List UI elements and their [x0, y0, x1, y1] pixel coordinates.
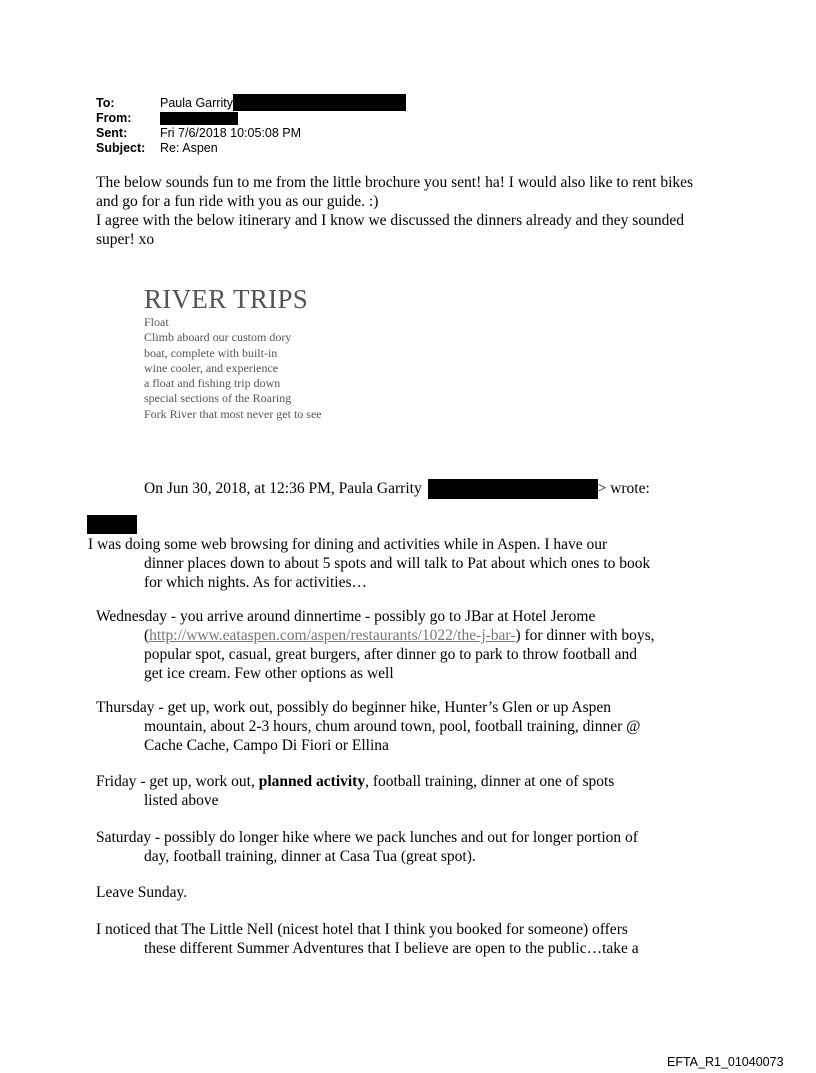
- message-line: for which nights. As for activities…: [144, 574, 367, 591]
- message-line: [96, 626, 736, 645]
- redaction-bar: [160, 112, 238, 125]
- message-line: Wednesday - you arrive around dinnertime - possibly go to JBar at Hotel Jerome: [96, 608, 596, 625]
- message-line: dinner places down to about 5 spots and will talk to Pat about which ones to book: [144, 555, 651, 572]
- redaction-bar: [233, 94, 406, 111]
- little-nell-item: [96, 920, 736, 958]
- message-line: Saturday - possibly do longer hike where we pack lunches and out for longer portion of: [96, 829, 638, 846]
- sent-row: [96, 126, 406, 141]
- message-line: [96, 772, 736, 791]
- message-line: I was doing some web browsing for dining and activities while in Aspen. I have our: [88, 536, 608, 553]
- reply-line: The below sounds fun to me from the little brochure you sent! ha! I would also like to rent bikes: [96, 174, 694, 191]
- message-line: listed above: [144, 792, 219, 809]
- to-row: [96, 96, 406, 111]
- document-id: EFTA_R1_01040073: [667, 1055, 784, 1069]
- subject-row: [96, 141, 406, 156]
- reply-line: and go for a fun ride with you as our guide. :): [96, 193, 379, 210]
- original-intro: [88, 535, 736, 592]
- message-line: mountain, about 2-3 hours, chum around town, pool, football training, dinner @: [144, 718, 641, 735]
- river-line: boat, complete with built-in: [144, 345, 278, 360]
- paren-text: (: [144, 627, 150, 644]
- message-line: day, football training, dinner at Casa Tua (great spot).: [144, 848, 476, 865]
- message-line: get ice cream. Few other options as well: [144, 665, 394, 682]
- message-line: these different Summer Adventures that I believe are open to the public…take a: [144, 940, 639, 957]
- river-line: a float and fishing trip down: [144, 376, 281, 391]
- redaction-bar: [428, 479, 598, 499]
- river-line: wine cooler, and experience: [144, 360, 279, 375]
- thursday-item: [96, 698, 736, 755]
- quote-intro-prefix: On Jun 30, 2018, at 12:36 PM, Paula Garrity: [144, 480, 422, 497]
- message-line: Leave Sunday.: [96, 884, 188, 901]
- to-label: To:: [96, 96, 115, 110]
- message-line: I noticed that The Little Nell (nicest hotel that I think you booked for someone) offers: [96, 921, 628, 938]
- sent-value: Fri 7/6/2018 10:05:08 PM: [160, 126, 302, 140]
- redaction-bar: [87, 515, 137, 534]
- planned-activity-bold: planned activity: [258, 773, 366, 790]
- friday-text: Friday - get up, work out,: [96, 773, 259, 790]
- reply-line: super! xo: [96, 231, 155, 248]
- friday-item: [96, 772, 736, 810]
- sent-label: Sent:: [96, 126, 128, 140]
- to-value: Paula Garrity: [160, 96, 233, 110]
- email-header: [96, 96, 406, 156]
- leave-item: [96, 883, 736, 902]
- jbar-link[interactable]: http://www.eataspen.com/aspen/restaurants/1022/the-j-bar-: [149, 627, 516, 644]
- message-line: Thursday - get up, work out, possibly do beginner hike, Hunter’s Glen or up Aspen: [96, 699, 612, 716]
- message-line: popular spot, casual, great burgers, after dinner go to park to throw football and: [144, 646, 637, 663]
- wednesday-item: [96, 607, 736, 683]
- river-trips-block: [144, 283, 322, 422]
- river-line: Fork River that most never get to see: [144, 406, 322, 421]
- river-line: special sections of the Roaring: [144, 391, 292, 406]
- saturday-item: [96, 828, 736, 866]
- reply-line: I agree with the below itinerary and I know we discussed the dinners already and they sounded: [96, 212, 684, 229]
- subject-value: Re: Aspen: [160, 141, 218, 155]
- from-row: [96, 111, 406, 126]
- reply-body: [96, 173, 736, 249]
- quote-intro-suffix: > wrote:: [597, 480, 650, 497]
- river-line: Float: [144, 315, 169, 329]
- friday-text: , football training, dinner at one of spots: [365, 773, 615, 790]
- message-line: Cache Cache, Campo Di Fiori or Ellina: [144, 737, 389, 754]
- link-after-text: ) for dinner with boys,: [515, 627, 655, 644]
- from-label: From:: [96, 111, 132, 125]
- river-line: Climb aboard our custom dory: [144, 330, 292, 345]
- subject-label: Subject:: [96, 141, 146, 155]
- quote-intro: [144, 479, 650, 499]
- river-trips-title: RIVER TRIPS: [144, 284, 309, 314]
